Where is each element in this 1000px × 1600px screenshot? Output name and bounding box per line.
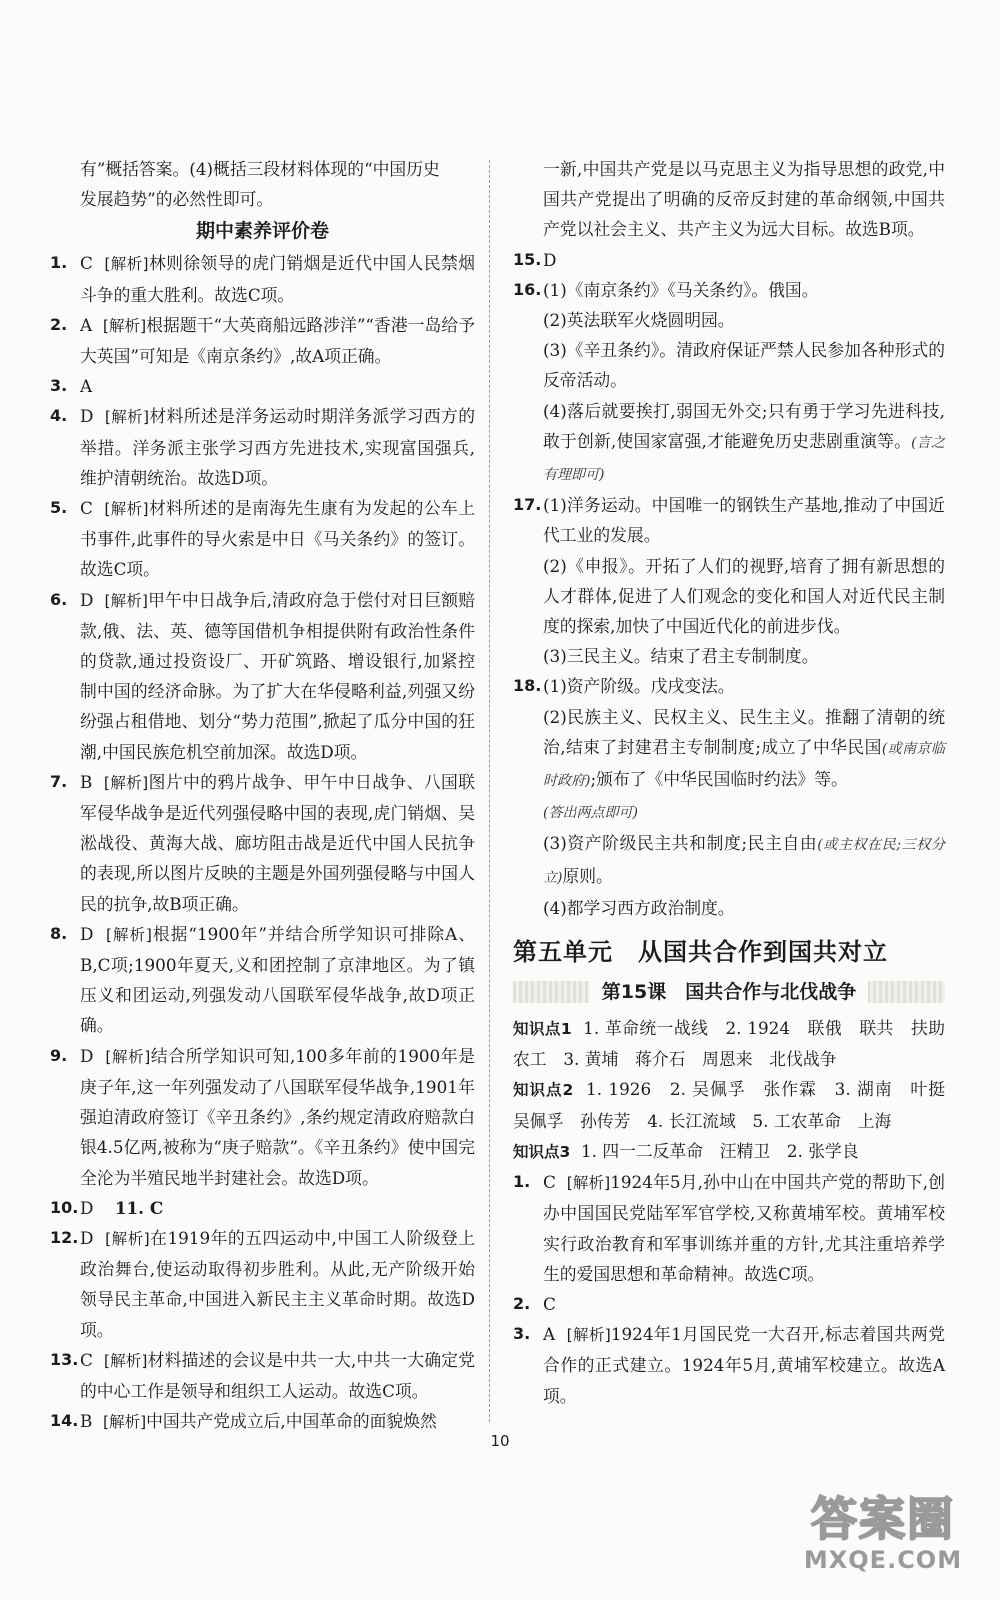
answer-item-1 (50, 248, 475, 309)
answer-item-10 (50, 1193, 475, 1223)
item-answer: D (80, 406, 94, 427)
item-answer: D (543, 249, 557, 270)
item-text: 1924年1月国民党一大召开,标志着国共两党合作的正式建立。1924年5月,黄埔军校建立。故选A项。 (543, 1324, 945, 1406)
item-text: 材料所述是洋务运动时期洋务派学习西方的举措。洋务派主张学习西方先进技术,实现富国强兵,维护清朝统治。故选D项。 (80, 406, 475, 488)
item-number: 5. (50, 498, 68, 518)
continuation-text: 一新,中国共产党是以马克思主义为指导思想的政党,中国共产党提出了明确的反帝反封建的革命纲领,中国共产党以社会主义、共产主义为远大目标。故选B项。 (543, 159, 945, 240)
item-answer: D (80, 923, 94, 944)
analysis-tag: [解析] (105, 1047, 151, 1066)
item-number: 8. (50, 923, 68, 943)
item-answer: A (80, 376, 93, 397)
item-text: 中国共产党成立后,中国革命的面貌焕然 (146, 1411, 437, 1432)
item-answer: C (543, 1293, 556, 1314)
part-3 (543, 828, 945, 892)
answer-item-4 (50, 401, 475, 493)
page-number: 10 (490, 1432, 510, 1450)
left-column (50, 154, 475, 1437)
analysis-tag: [解析] (566, 1174, 611, 1193)
answer-item-2 (50, 310, 475, 371)
analysis-tag: [解析] (103, 1413, 147, 1432)
item-number: 2. (50, 314, 68, 334)
answer-item-16 (513, 275, 945, 490)
knowledge-point-label: 知识点1 (513, 1020, 572, 1039)
part-4: (4)都学习西方政治制度。 (543, 897, 735, 918)
item-number: 6. (50, 589, 68, 609)
knowledge-point-text: 1. 1926 2. 吴佩孚 张作霖 3. 湖南 叶挺 吴佩孚 孙传芳 4. 长江流域 5. 工农革命 上海 (513, 1079, 962, 1131)
part-2-text-a: (2)民族主义、民权主义、民生主义。推翻了清朝的统治,结束了封建君主专制制度;成立了中华民国 (543, 706, 945, 757)
answer-item-3 (50, 371, 475, 401)
item-answer: C (80, 253, 93, 274)
item-answer: D (80, 1227, 94, 1248)
item-number: 17. (513, 495, 542, 515)
lesson-item-2 (513, 1289, 945, 1319)
item-text: 结合所学知识可知,100多年前的1900年是庚子年,这一年列强发动了八国联军侵华战争,1901年强迫清政府签订《辛丑条约》,条约规定清政府赔款白银4.5亿两,被称为“庚子赔款”。《辛丑条约》使中国完全沦为半殖民地半封建社会。故选D项。 (80, 1045, 475, 1188)
item-answer: C (80, 1349, 93, 1370)
knowledge-point-2 (513, 1074, 962, 1135)
analysis-tag: [解析] (104, 408, 150, 427)
item-text: 甲午中日战争后,清政府急于偿付对日巨额赔款,俄、法、英、德等国借机争相提供附有政治性条件的贷款,通过投资设厂、开矿筑路、增设银行,加紧控制中国的经济命脉。为了扩大在华侵略利益,列强又纷纷强占租借地、划分“势力范围”,掀起了瓜分中国的狂潮,中国民族危机空前加深。故选D项。 (80, 589, 475, 762)
analysis-tag: [解析] (102, 316, 147, 335)
knowledge-point-label: 知识点2 (513, 1081, 574, 1100)
part-4 (543, 396, 945, 491)
part-3-note: (或主权在民;三权分立) (543, 837, 945, 886)
item-answer: B (80, 771, 93, 792)
answer-item-13 (50, 1345, 475, 1406)
item-answer: A (543, 1324, 556, 1345)
answer-item-8 (50, 919, 475, 1041)
item-answer: C (80, 498, 93, 519)
part-2-note-1: (或南京临时政府) (543, 740, 945, 790)
analysis-tag: [解析] (105, 1229, 150, 1248)
item-text: 图片中的鸦片战争、甲午中日战争、八国联军侵华战争是近代列强侵略中国的表现,虎门销烟、吴淞战役、黄海大战、廊坊阻击战是近代中国人民抗争的表现,所以图片反映的主题是外国列强侵略与中国人民的抗争,故B项正确。 (80, 771, 475, 914)
item-number: 2. (513, 1293, 531, 1313)
part-3: (3)《辛丑条约》。清政府保证严禁人民参加各种形式的反帝活动。 (543, 340, 945, 391)
analysis-tag: [解析] (106, 925, 152, 944)
answer-item-5 (50, 493, 475, 585)
analysis-tag: [解析] (104, 255, 149, 274)
item-number: 16. (513, 279, 542, 299)
analysis-tag: [解析] (103, 1351, 148, 1370)
unit-title: 第五单元 从国共合作到国共对立 (513, 938, 888, 967)
item-number: 10. (50, 1197, 79, 1217)
answer-item-7 (50, 767, 475, 919)
watermark-logo (788, 1492, 978, 1582)
item-number: 4. (50, 406, 68, 426)
item-number: 1. (50, 253, 68, 273)
item-answer: B (80, 1411, 93, 1432)
answer-item-18 (513, 671, 945, 923)
part-1: (1)洋务运动。中国唯一的钢铁生产基地,推动了中国近代工业的发展。 (543, 495, 945, 546)
part-3: (3)三民主义。结束了君主专制制度。 (543, 646, 819, 667)
part-2: (2)英法联军火烧圆明园。 (543, 310, 735, 331)
item-number: 9. (50, 1045, 68, 1065)
knowledge-point-label: 知识点3 (513, 1142, 571, 1161)
item-text: 根据题干“大英商船远路涉洋”“香港一岛给予大英国”可知是《南京条约》,故A项正确。 (80, 314, 475, 367)
item-text: 材料描述的会议是中共一大,中共一大确定党的中心工作是领导和组织工人运动。故选C项。 (80, 1349, 475, 1401)
answer-item-17 (513, 490, 945, 671)
item-number: 3. (513, 1324, 531, 1344)
item-number: 15. (513, 249, 542, 269)
part-4-text: (4)落后就要挨打,弱国无外交;只有勇于学习先进科技,敢于创新,使国家富强,才能避免历史悲剧重演等。 (543, 400, 945, 451)
knowledge-point-text: 1. 革命统一战线 2. 1924 联俄 联共 扶助农工 3. 黄埔 蒋介石 周恩来 北伐战争 (513, 1018, 945, 1070)
item-number: 1. (513, 1172, 531, 1192)
item-number: 14. (50, 1411, 79, 1431)
intro-line-2: 发展趋势”的必然性即可。 (80, 189, 274, 210)
answer-item-6 (50, 585, 475, 767)
item-text: 在1919年的五四运动中,中国工人阶级登上政治舞台,使运动取得初步胜利。从此,无产阶级开始领导民主革命,中国进入新民主主义革命时期。故选D项。 (80, 1227, 475, 1340)
part-2: (2)《申报》。开拓了人们的视野,培育了拥有新思想的人才群体,促进了人们观念的变化和国人对近代民主制度的探索,加快了中国近代化的前进步伐。 (543, 555, 945, 637)
item-number: 13. (50, 1349, 79, 1369)
section-title: 期中素养评价卷 (195, 220, 329, 243)
lesson-item-1 (513, 1167, 945, 1289)
item-number: 7. (50, 771, 68, 791)
answer-item-12 (50, 1223, 475, 1345)
part-2-text-b: ;颁布了《中华民国临时约法》等。 (590, 769, 848, 790)
lesson-title: 第15课 国共合作与北伐战争 (590, 975, 868, 1009)
analysis-tag: [解析] (104, 591, 148, 610)
part-2 (543, 702, 945, 829)
column-divider (489, 160, 490, 1422)
answer-item-15 (513, 245, 945, 275)
part-1: (1)资产阶级。戊戌变法。 (543, 676, 735, 697)
knowledge-point-3 (513, 1136, 945, 1167)
item-text: 1924年5月,孙中山在中国共产党的帮助下,创办中国国民党陆军军官学校,又称黄埔军校。黄埔军校实行政治教育和军事训练并重的方针,尤其注重培养学生的爱国思想和革命精神。故选C项。 (543, 1172, 945, 1284)
item-text: 根据“1900年”并结合所学知识可排除A、B,C项;1900年夏天,义和团控制了京津地区。为了镇压义和团运动,列强发动八国联军侵华战争,故D项正确。 (80, 923, 475, 1036)
item-number: 12. (50, 1227, 79, 1247)
knowledge-point-text: 1. 四一二反革命 汪精卫 2. 张学良 (580, 1140, 859, 1161)
answer-item-9 (50, 1041, 475, 1193)
item-text: 11. C (114, 1197, 164, 1218)
right-column (513, 154, 962, 1411)
part-3-text-b: 原则。 (562, 865, 613, 886)
item-answer: C (543, 1172, 556, 1193)
watermark-sub-text: MXQE.COM (803, 1546, 963, 1574)
part-4-note: (言之有理即可) (543, 434, 945, 484)
item-text: 林则徐领导的虎门销烟是近代中国人民禁烟斗争的重大胜利。故选C项。 (80, 253, 475, 305)
item-answer: D (80, 1197, 94, 1218)
part-3-text-a: (3)资产阶级民主共和制度;民主自由 (543, 833, 818, 854)
lesson-title-band (513, 975, 945, 1009)
watermark-main-text: 答案圈 (811, 1492, 955, 1546)
analysis-tag: [解析] (104, 500, 149, 519)
knowledge-point-1 (513, 1013, 945, 1074)
lesson-item-3 (513, 1319, 945, 1411)
item-answer: D (80, 1045, 94, 1066)
item-number: 3. (50, 376, 68, 396)
analysis-tag: [解析] (103, 773, 149, 792)
analysis-tag: [解析] (566, 1326, 611, 1345)
item-answer: A (80, 314, 93, 335)
intro-line-1: 有”概括答案。(4)概括三段材料体现的“中国历史 (80, 159, 440, 179)
part-1: (1)《南京条约》《马关条约》。俄国。 (543, 279, 819, 300)
item-number: 18. (513, 676, 542, 696)
item-text: 材料所述的是南海先生康有为发起的公车上书事件,此事件的导火索是中日《马关条约》的签订。故选C项。 (80, 498, 475, 580)
part-2-note-2: (答出两点即可) (543, 805, 638, 822)
item-answer: D (80, 589, 94, 610)
